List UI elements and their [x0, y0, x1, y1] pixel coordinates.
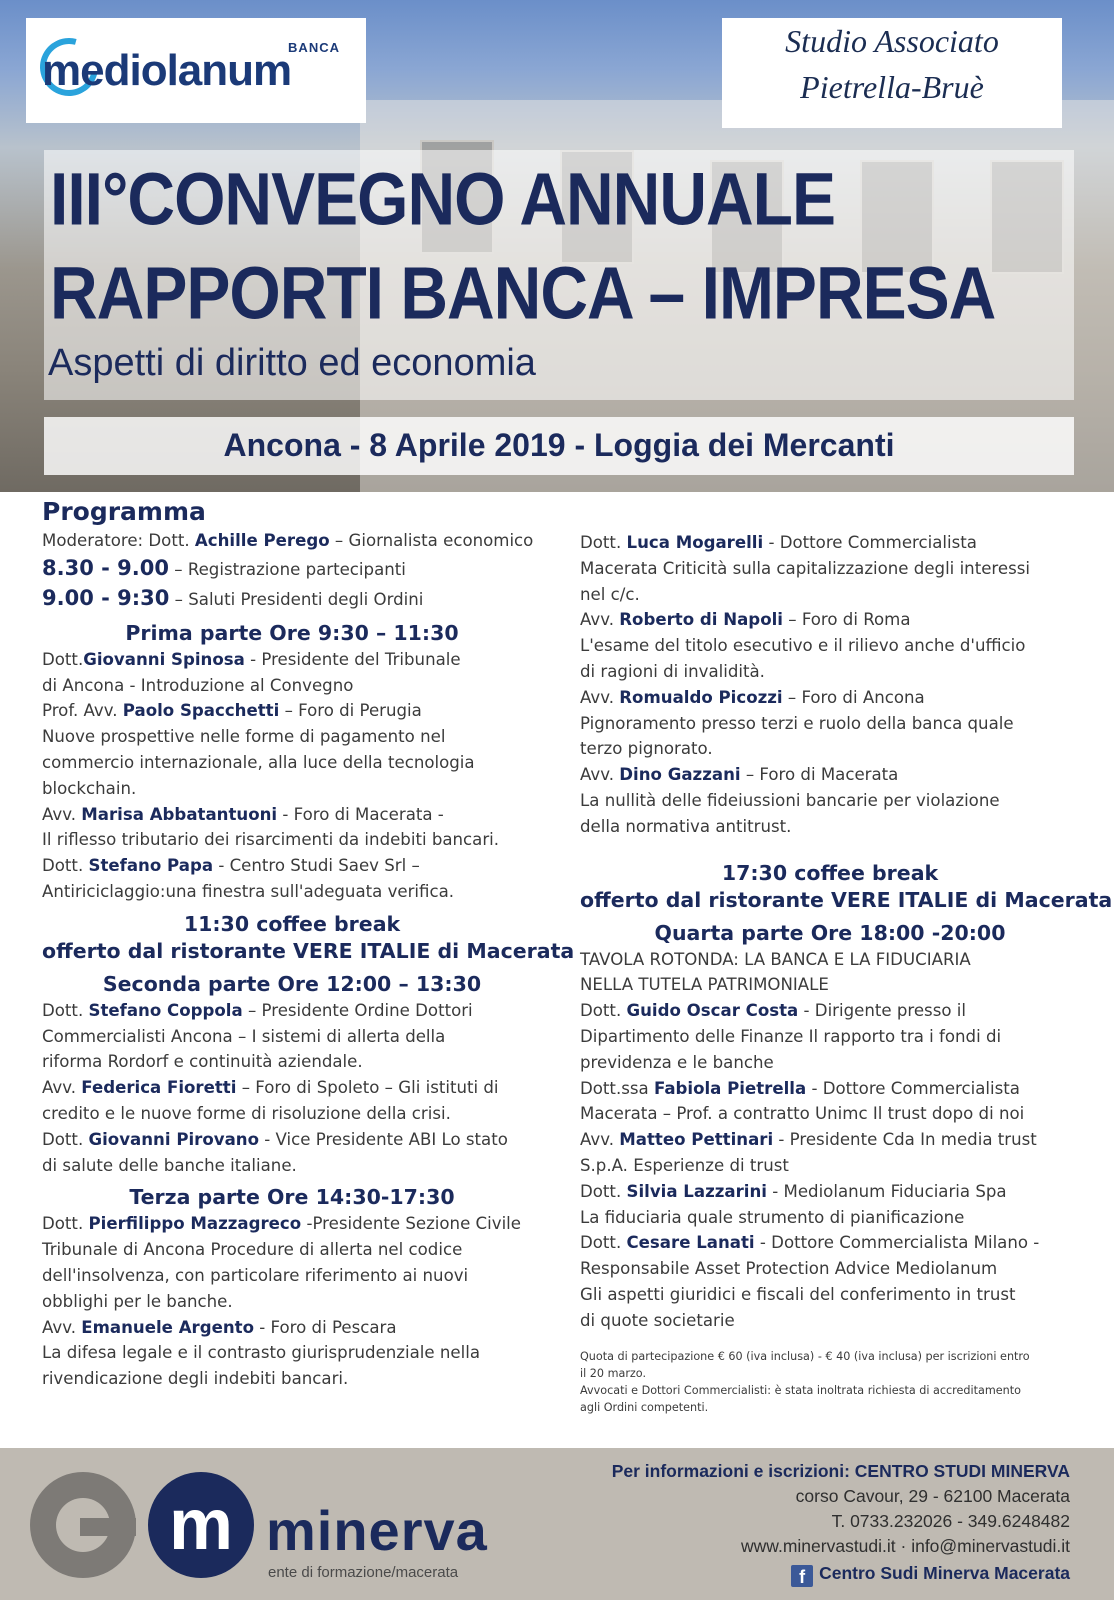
speaker-list	[580, 530, 1080, 840]
moderator-line: Moderatore: Dott. Achille Perego – Giornalista economico	[42, 531, 534, 550]
speaker-list	[42, 647, 542, 905]
talk-text-line: Dipartimento delle Finanze Il rapporto tra i fondi di	[580, 1026, 1002, 1046]
program-title: Programma	[42, 497, 206, 526]
speaker-list	[42, 1211, 542, 1392]
coffee-break-sponsor: offerto dal ristorante VERE ITALIE di Macerata	[580, 887, 1113, 912]
footer	[0, 1448, 1114, 1600]
coffee-break-heading: 11:30 coffee break	[183, 911, 401, 936]
talk-text-line: La nullità delle fideiussioni bancarie per violazione	[580, 790, 1000, 810]
facebook-icon: f	[791, 1565, 813, 1587]
event-place-date: Ancona - 8 Aprile 2019 - Loggia dei Mercanti	[223, 427, 895, 463]
time-slot: 8.30 - 9.00 – Registrazione partecipanti	[42, 555, 406, 580]
talk-text-line: riforma Rordorf e continuità aziendale.	[42, 1052, 363, 1072]
speaker-list	[580, 947, 1080, 1334]
speaker-line: Avv. Emanuele Argento - Foro di Pescara	[42, 1317, 397, 1337]
talk-text-line: S.p.A. Esperienze di trust	[580, 1155, 789, 1175]
speaker-line: Dott. Guido Oscar Costa - Dirigente presso il	[580, 1001, 966, 1021]
speaker-line: Dott.Giovanni Spinosa - Presidente del Tribunale	[42, 649, 461, 669]
minerva-m-icon: m	[148, 1472, 254, 1578]
speaker-line: Dott. Stefano Coppola – Presidente Ordine Dottori	[42, 1000, 473, 1020]
talk-text-line: Gli aspetti giuridici e fiscali del conferimento in trust	[580, 1284, 1016, 1304]
section-heading-seconda: Seconda parte Ore 12:00 – 13:30	[102, 971, 482, 996]
talk-text-line: NELLA TUTELA PATRIMONIALE	[580, 975, 829, 995]
speaker-line: Avv. Romualdo Picozzi – Foro di Ancona	[580, 687, 925, 707]
speaker-line: Avv. Roberto di Napoli – Foro di Roma	[580, 610, 911, 630]
minerva-brand: minerva	[266, 1499, 488, 1562]
talk-text-line: Tribunale di Ancona Procedure di allerta nel codice	[42, 1240, 463, 1260]
speaker-line: Dott. Cesare Lanati - Dottore Commercialista Milano -	[580, 1233, 1040, 1253]
hero-banner	[0, 0, 1114, 492]
studio-line1: Studio Associato	[785, 23, 999, 59]
accreditation-note: Avvocati e Dottori Commercialisti: è stata inoltrata richiesta di accreditamento	[580, 1383, 1021, 1397]
speaker-line: Avv. Marisa Abbatantuoni - Foro di Macerata -	[42, 804, 444, 824]
section-heading-terza: Terza parte Ore 14:30-17:30	[129, 1185, 455, 1210]
talk-text-line: blockchain.	[42, 778, 137, 798]
contact-address: corso Cavour, 29 - 62100 Macerata	[795, 1486, 1070, 1506]
facebook-link[interactable]: f Centro Sudi Minerva Macerata	[612, 1559, 1070, 1587]
title-line-2: RAPPORTI BANCA – IMPRESA	[50, 251, 996, 334]
talk-text-line: di quote societarie	[580, 1310, 735, 1330]
time-slot: 9.00 - 9:30 – Saluti Presidenti degli Ordini	[42, 585, 424, 610]
section-heading-prima: Prima parte Ore 9:30 – 11:30	[125, 620, 459, 645]
logo-banca-label: BANCA	[288, 40, 340, 55]
fee-note: il 20 marzo.	[580, 1366, 646, 1380]
contact-phone: T. 0733.232026 - 349.6248482	[831, 1511, 1070, 1531]
speaker-line: Dott. Stefano Papa - Centro Studi Saev Srl –	[42, 856, 420, 876]
program-left-column	[42, 496, 575, 1392]
speaker-line: Dott.ssa Fabiola Pietrella - Dottore Commercialista	[580, 1078, 1020, 1098]
talk-text-line: TAVOLA ROTONDA: LA BANCA E LA FIDUCIARIA	[580, 949, 971, 969]
place-band	[44, 417, 1074, 475]
talk-text-line: Responsabile Asset Protection Advice Mediolanum	[580, 1259, 998, 1279]
contact-info	[612, 1458, 1070, 1587]
studio-box	[722, 18, 1062, 128]
contact-web-link[interactable]: www.minervastudi.it · info@minervastudi.it	[741, 1536, 1070, 1556]
talk-text-line: Commercialisti Ancona – I sistemi di allerta della	[42, 1026, 446, 1046]
talk-text-line: Nuove prospettive nelle forme di pagamento nel	[42, 727, 446, 747]
fee-note: Quota di partecipazione € 60 (iva inclusa) - € 40 (iva inclusa) per iscrizioni entro	[580, 1349, 1030, 1363]
talk-text-line: Il riflesso tributario dei risarcimenti da indebiti bancari.	[42, 830, 500, 850]
logo-wordmark: mediolanum	[42, 46, 292, 95]
talk-text-line: della normativa antitrust.	[580, 816, 792, 836]
speaker-line: Dott. Giovanni Pirovano - Vice Presidente ABI Lo stato	[42, 1129, 508, 1149]
mediolanum-logo	[26, 18, 366, 123]
talk-text-line: obblighi per le banche.	[42, 1291, 233, 1311]
speaker-line: Dott. Silvia Lazzarini - Mediolanum Fiduciaria Spa	[580, 1181, 1007, 1201]
talk-text-line: Macerata Criticità sulla capitalizzazione degli interessi	[580, 558, 1030, 578]
talk-text-line: terzo pignorato.	[580, 739, 713, 759]
speaker-line: Avv. Dino Gazzani – Foro di Macerata	[580, 765, 899, 785]
accreditation-note: agli Ordini competenti.	[580, 1400, 709, 1414]
section-heading-quarta: Quarta parte Ore 18:00 -20:00	[654, 920, 1006, 945]
talk-text-line: di Ancona - Introduzione al Convegno	[42, 675, 354, 695]
talk-text-line: dell'insolvenza, con particolare riferimento ai nuovi	[42, 1265, 469, 1285]
coffee-break-sponsor: offerto dal ristorante VERE ITALIE di Macerata	[42, 938, 575, 963]
minerva-tagline: ente di formazione/macerata	[268, 1564, 459, 1581]
talk-text-line: nel c/c.	[580, 584, 640, 604]
speaker-line: Avv. Matteo Pettinari - Presidente Cda In media trust	[580, 1130, 1037, 1150]
talk-text-line: previdenza e le banche	[580, 1052, 774, 1072]
talk-text-line: L'esame del titolo esecutivo e il rilievo anche d'ufficio	[580, 636, 1026, 656]
contact-title: Per informazioni e iscrizioni: CENTRO STUDI MINERVA	[611, 1461, 1070, 1481]
talk-text-line: Antiriciclaggio:una finestra sull'adeguata verifica.	[42, 881, 455, 901]
speaker-list	[42, 998, 542, 1179]
talk-text-line: rivendicazione degli indebiti bancari.	[42, 1369, 349, 1389]
speaker-line: Dott. Pierfilippo Mazzagreco -Presidente Sezione Civile	[42, 1214, 521, 1234]
talk-text-line: La difesa legale e il contrasto giurisprudenziale nella	[42, 1343, 481, 1363]
program-right-column	[580, 530, 1113, 1416]
talk-text-line: Macerata – Prof. a contratto Unimc Il trust dopo di noi	[580, 1104, 1025, 1124]
talk-text-line: Pignoramento presso terzi e ruolo della banca quale	[580, 713, 1014, 733]
speaker-line: Avv. Federica Fioretti – Foro di Spoleto – Gli istituti di	[42, 1078, 499, 1098]
talk-text-line: credito e le nuove forme di risoluzione della crisi.	[42, 1103, 451, 1123]
studio-line2: Pietrella-Bruè	[800, 69, 984, 105]
talk-text-line: di ragioni di invalidità.	[580, 661, 765, 681]
speaker-line: Prof. Avv. Paolo Spacchetti – Foro di Perugia	[42, 701, 422, 721]
talk-text-line: La fiduciaria quale strumento di pianificazione	[580, 1207, 965, 1227]
minerva-swirl-icon	[30, 1472, 136, 1578]
title-line-1: III°CONVEGNO ANNUALE	[50, 157, 835, 240]
coffee-break-heading: 17:30 coffee break	[721, 860, 939, 885]
subtitle: Aspetti di diritto ed economia	[48, 342, 536, 384]
talk-text-line: di salute delle banche italiane.	[42, 1155, 297, 1175]
talk-text-line: commercio internazionale, alla luce della tecnologia	[42, 752, 475, 772]
speaker-line: Dott. Luca Mogarelli - Dottore Commercialista	[580, 533, 977, 552]
